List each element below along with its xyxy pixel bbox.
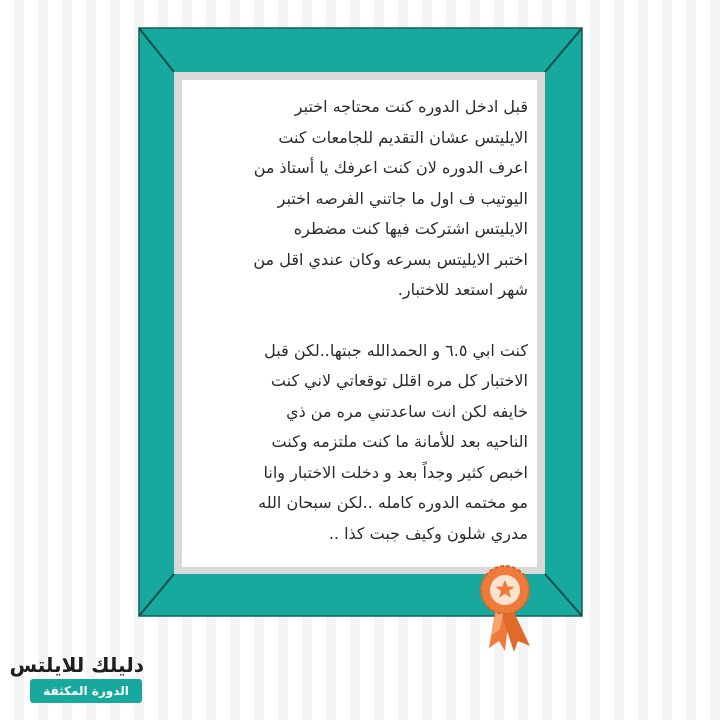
text-line: اعرف الدوره لان كنت اعرفك يا أستاذ من xyxy=(253,158,528,177)
text-line: كنت ابي ٦.٥ و الحمدالله جبتها..لكن قبل xyxy=(264,340,528,360)
testimonial-paragraph-1 xyxy=(182,92,528,306)
text-line: الايليتس اشتركت فيها كنت مضطره xyxy=(293,219,528,238)
text-line: قبل ادخل الدوره كنت محتاجه اختبر xyxy=(294,97,528,116)
logo-main-text: دليلك للايلتس xyxy=(9,653,144,677)
text-line: الناحيه بعد للأمانة ما كنت ملتزمه وكنت xyxy=(271,432,528,451)
logo-sub-text: الدورة المكثفة xyxy=(30,679,142,703)
testimonial-paragraph-2 xyxy=(182,336,528,550)
text-line: الايليتس عشان التقديم للجامعات كنت xyxy=(278,127,528,147)
paragraph-gap xyxy=(182,306,528,336)
testimonial-text xyxy=(182,82,534,565)
text-line: مو مختمه الدوره كامله ..لكن سبحان الله xyxy=(258,493,528,512)
text-line: مدري شلون وكيف جبت كذا .. xyxy=(328,523,528,543)
text-line: اخبص كثير وجداً بعد و دخلت الاختبار وانا xyxy=(263,462,528,482)
text-line: شهر استعد للاختبار. xyxy=(397,280,528,299)
text-line: اختبر الايليتس بسرعه وكان عندي اقل من xyxy=(253,249,528,269)
text-line: خايفه لكن انت ساعدتني مره من ذي xyxy=(286,401,528,421)
text-line: الاختبار كل مره اقلل توقعاتي لاني كنت xyxy=(270,371,528,390)
text-line: اليوتيب ف اول ما جاتني الفرصه اختبر xyxy=(277,188,528,208)
brand-logo xyxy=(9,652,144,708)
